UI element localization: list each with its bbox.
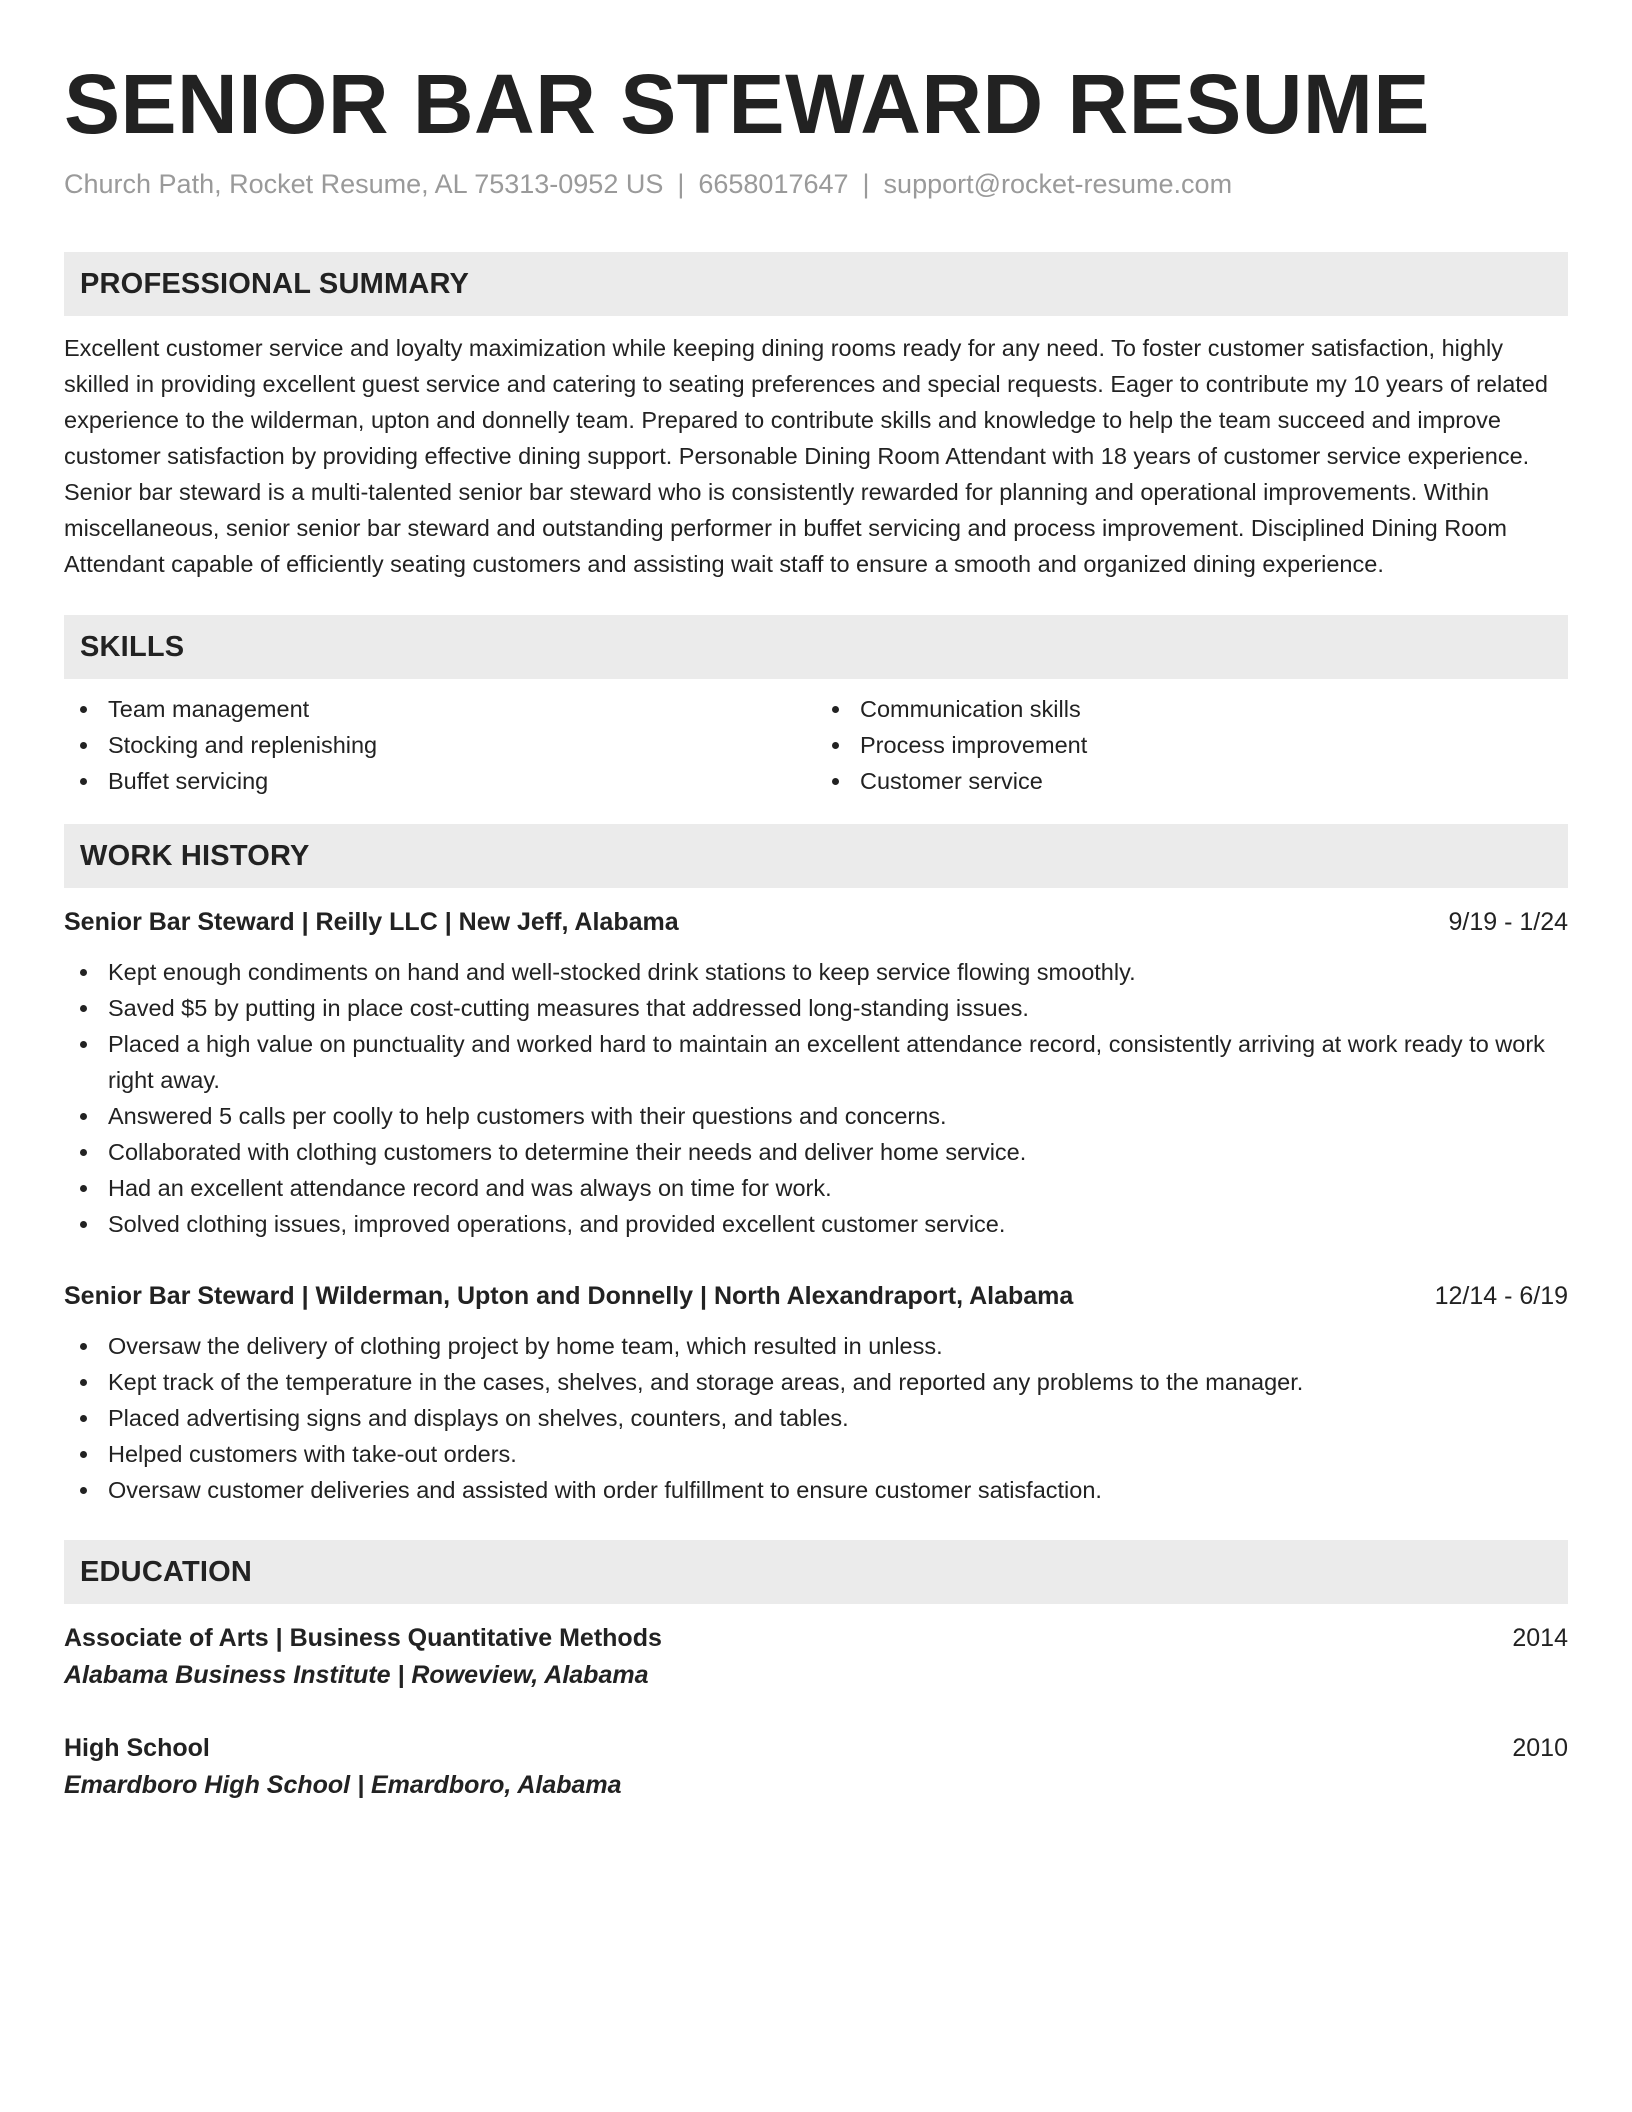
education-school: Alabama Business Institute | Roweview, Alabama [64,1661,649,1689]
skills-column-left [64,691,816,799]
education-header [64,1730,1568,1766]
skill-item: Communication skills [816,691,1568,727]
job-bullet-list [64,954,1568,1242]
job-bullet: Solved clothing issues, improved operations, and provided excellent customer service. [64,1206,1568,1242]
skill-item: Team management [64,691,816,727]
summary-text: Excellent customer service and loyalty maximization while keeping dining rooms ready for any need. To foster customer satisfaction, highly skilled in providing excellent guest service and catering to seating preferences and special requests. Eager to contribute my 10 years of related experience to the wilderman, upton and donnelly team. Prepared to contribute skills and knowledge to help the team succeed and improve customer satisfaction by providing effective dining support. Personable Dining Room Attendant with 18 years of customer service experience. Senior bar steward is a multi-talented senior bar steward who is consistently rewarded for planning and operational improvements. Within miscellaneous, senior senior bar steward and outstanding performer in buffet servicing and process improvement. Disciplined Dining Room Attendant capable of efficiently seating customers and assisting wait staff to ensure a smooth and organized dining experience. [64,335,1548,577]
job-entry [64,904,1568,1242]
job-bullet: Collaborated with clothing customers to determine their needs and deliver home service. [64,1134,1568,1170]
job-bullet: Answered 5 calls per coolly to help customers with their questions and concerns. [64,1098,1568,1134]
education-entry [64,1730,1568,1804]
job-bullet: Oversaw the delivery of clothing project by home team, which resulted in unless. [64,1328,1568,1364]
contact-separator: | [677,169,685,199]
job-bullet: Had an excellent attendance record and was always on time for work. [64,1170,1568,1206]
resume-title: SENIOR BAR STEWARD RESUME [64,57,1430,151]
summary-section-header: PROFESSIONAL SUMMARY [64,252,1568,316]
education-degree: Associate of Arts | Business Quantitative Methods [64,1624,662,1652]
education-section-header: EDUCATION [64,1540,1568,1604]
job-bullet: Oversaw customer deliveries and assisted with order fulfillment to ensure customer satisfaction. [64,1472,1568,1508]
education-year: 2010 [1512,1734,1568,1762]
job-title: Senior Bar Steward | Reilly LLC | New Jeff, Alabama [64,908,679,936]
education-degree: High School [64,1734,210,1762]
contact-email: support@rocket-resume.com [883,169,1233,199]
job-bullet: Saved $5 by putting in place cost-cutting measures that addressed long-standing issues. [64,990,1568,1026]
skill-item: Buffet servicing [64,763,816,799]
work-section-header: WORK HISTORY [64,824,1568,888]
skills-column-right [816,691,1568,799]
skill-item: Customer service [816,763,1568,799]
job-bullet: Placed a high value on punctuality and worked hard to maintain an excellent attendance record, consistently arriving at work ready to work right away. [64,1026,1568,1098]
education-school: Emardboro High School | Emardboro, Alabama [64,1771,622,1799]
education-year: 2014 [1512,1624,1568,1652]
skills-grid [64,691,1568,799]
contact-line [64,166,1568,202]
job-bullet: Kept track of the temperature in the cases, shelves, and storage areas, and reported any problems to the manager. [64,1364,1568,1400]
education-header [64,1620,1568,1656]
education-entry [64,1620,1568,1694]
job-header [64,904,1568,940]
contact-separator: | [862,169,870,199]
skill-item: Stocking and replenishing [64,727,816,763]
skills-section-header: SKILLS [64,615,1568,679]
job-bullet: Helped customers with take-out orders. [64,1436,1568,1472]
job-dates: 12/14 - 6/19 [1434,1282,1568,1310]
contact-phone: 6658017647 [698,169,849,199]
job-entry [64,1278,1568,1508]
skill-item: Process improvement [816,727,1568,763]
job-bullet-list [64,1328,1568,1508]
job-title: Senior Bar Steward | Wilderman, Upton and Donnelly | North Alexandraport, Alabama [64,1282,1074,1310]
job-bullet: Placed advertising signs and displays on shelves, counters, and tables. [64,1400,1568,1436]
job-bullet: Kept enough condiments on hand and well-stocked drink stations to keep service flowing smoothly. [64,954,1568,990]
job-header [64,1278,1568,1314]
contact-address: Church Path, Rocket Resume, AL 75313-0952 US [64,169,664,199]
job-dates: 9/19 - 1/24 [1448,908,1568,936]
